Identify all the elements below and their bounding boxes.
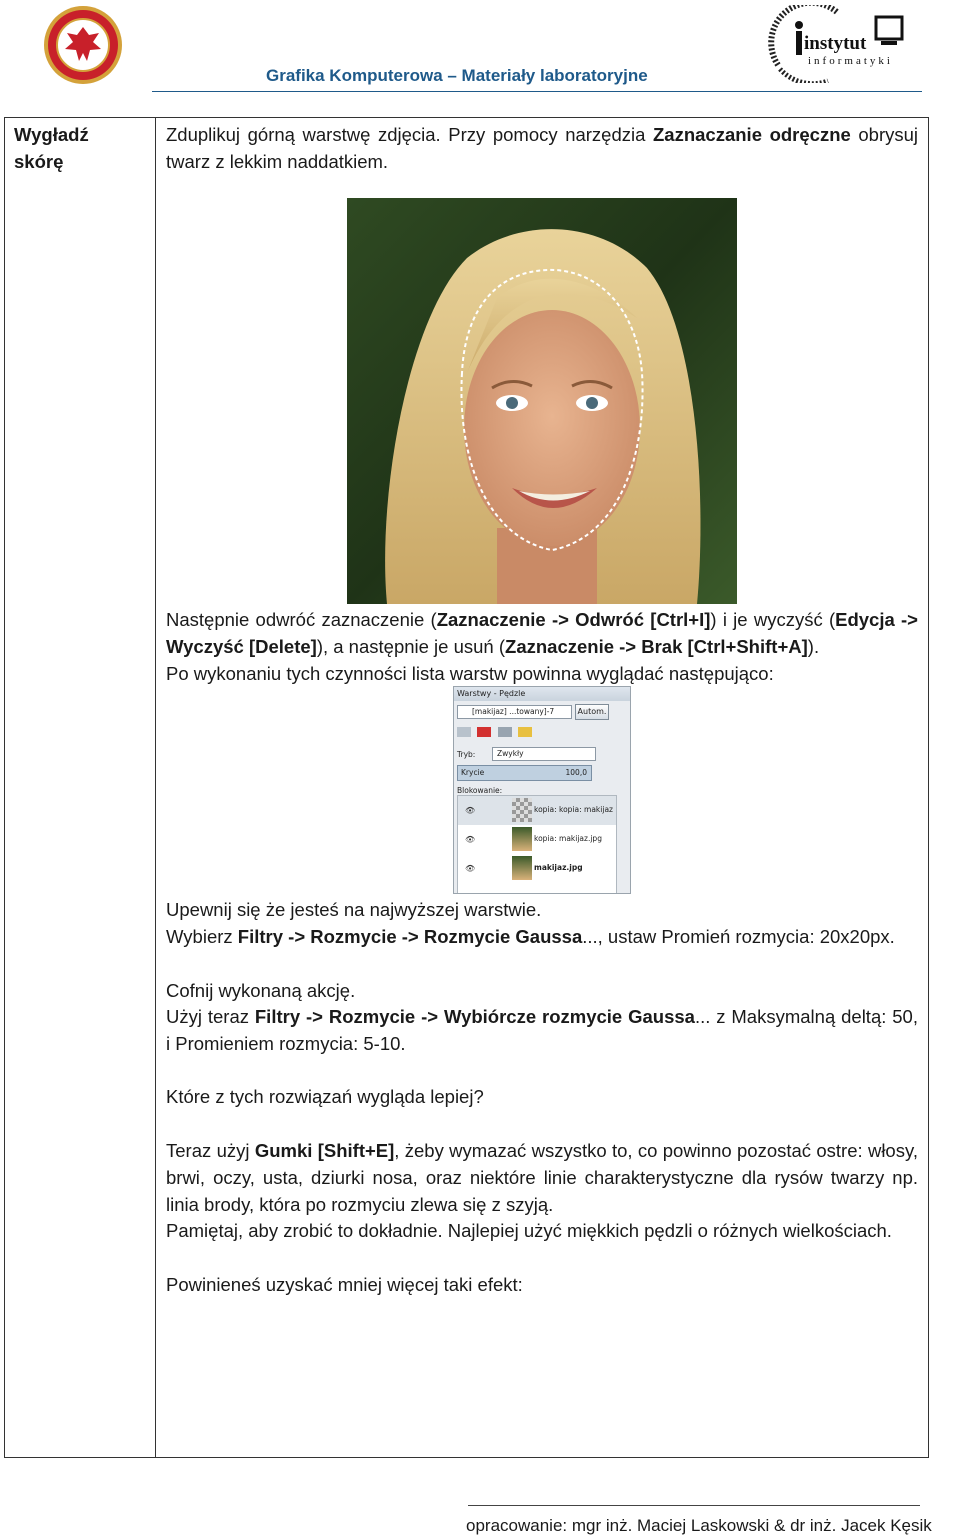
layer-name: kopia: kopia: makijaz (534, 805, 613, 814)
university-seal-logo-icon (43, 5, 123, 85)
auto-button[interactable]: Autom. (575, 704, 609, 720)
layer-thumbnail (512, 856, 532, 880)
mode-select[interactable]: Zwykły (492, 747, 596, 761)
p7-text-a: Użyj teraz (166, 1006, 255, 1027)
paragraph-layers-intro: Po wykonaniu tych czynności lista warstw powinna wyglądać następująco: (166, 663, 774, 684)
p1-text-c: obrysuj twarz z lekkim naddatkiem. (166, 124, 919, 172)
footer-rule (468, 1505, 920, 1506)
footer-authors: opracowanie: mgr inż. Maciej Laskowski & dr inż. Jacek Kęsik (466, 1516, 932, 1535)
p1-text-a: Zduplikuj górną warstwę zdjęcia. Przy pomocy narzędzia (166, 124, 653, 145)
institute-logo (768, 5, 908, 83)
p7-command: Filtry -> Rozmycie -> Wybiórcze rozmycie Gaussa (254, 1006, 695, 1027)
portrait-photo-with-selection (347, 198, 737, 604)
section-label-line1: Wygładź (14, 124, 89, 145)
layer-thumbnail (512, 798, 532, 822)
paragraph-undo: Cofnij wykonaną akcję. (166, 980, 356, 1001)
paragraph-precision-tip: Pamiętaj, aby zrobić to dokładnie. Najlepiej użyć miękkich pędzli o różnych wielkościach. (166, 1220, 892, 1241)
p5-text-c: ..., ustaw Promień rozmycia: 20x20px. (582, 926, 895, 947)
paragraph-question: Które z tych rozwiązań wygląda lepiej? (166, 1086, 484, 1107)
channels-tab-icon[interactable] (477, 727, 491, 737)
layer-name: kopia: makijaz.jpg (534, 834, 602, 843)
section-label-line2: skórę (14, 151, 64, 172)
p5-command: Filtry -> Rozmycie -> Rozmycie Gaussa (237, 926, 583, 947)
paragraph-selective-blur (166, 1003, 918, 1057)
eye-icon[interactable]: 👁 (465, 806, 476, 815)
image-select[interactable]: [makijaz] ...towany]-7 (457, 705, 572, 719)
layer-thumbnail (512, 827, 532, 851)
p9-text-a: Teraz użyj (166, 1140, 255, 1161)
header-rule (152, 91, 922, 92)
paragraph-expected-effect: Powinieneś uzyskać mniej więcej taki efekt: (166, 1274, 523, 1295)
paragraph-gaussian-blur (166, 923, 918, 950)
paragraph-top-layer: Upewnij się że jesteś na najwyższej warstwie. (166, 899, 542, 920)
p2-command-none: Zaznaczenie -> Brak [Ctrl+Shift+A] (505, 636, 808, 657)
p9-command: Gumki [Shift+E] (254, 1140, 395, 1161)
mode-label: Tryb: (457, 750, 476, 759)
opacity-value: 100,0 (565, 768, 587, 777)
portrait-photo-icon (347, 198, 737, 604)
p5-text-a: Wybierz (166, 926, 238, 947)
p2-text-g: ). (807, 636, 820, 657)
institute-logo-word-instytut: instytut (804, 33, 867, 54)
p9-text-c: , żeby wymazać wszystko to, co powinno pozostać ostre: włosy, brwi, oczy, usta, dziurki nosa, oraz niektóre linie charakterystyczne dla rysów twarzy np. linia brody, która po rozmyciu zlewa się z szyją. (166, 1140, 918, 1215)
eye-icon[interactable]: 👁 (465, 835, 476, 844)
paths-tab-icon[interactable] (498, 727, 512, 737)
p2-text-e: ), a następnie je usuń ( (316, 636, 506, 657)
section-label (14, 121, 89, 175)
document-header-title: Grafika Komputerowa – Materiały laboratoryjne (266, 66, 648, 85)
opacity-label: Krycie (461, 768, 485, 777)
p2-text-a: Następnie odwróć zaznaczenie ( (166, 609, 437, 630)
layer-row[interactable] (458, 825, 616, 854)
institute-logo-word-informatyki: informatyki (808, 55, 893, 67)
p2-command-invert: Zaznaczenie -> Odwróć [Ctrl+I] (436, 609, 711, 630)
eye-icon[interactable]: 👁 (465, 864, 476, 873)
layer-name: makijaz.jpg (534, 863, 583, 872)
layers-panel-title: Warstwy - Pędzle (454, 687, 630, 701)
gimp-layers-panel (453, 686, 631, 894)
table-column-divider (155, 117, 156, 1458)
layer-row[interactable] (458, 796, 616, 825)
p1-tool-name: Zaznaczanie odręczne (653, 124, 851, 145)
undo-tab-icon[interactable] (518, 727, 532, 737)
layers-tab-icon[interactable] (457, 727, 471, 737)
paragraph-duplicate-layer (166, 121, 918, 175)
university-logo (43, 5, 123, 85)
p7-text-c: ... z Maksymalną deltą: 50, i Promieniem rozmycia: 5-10. (166, 1006, 918, 1054)
layers-list (457, 795, 617, 894)
p2-command-clear: Edycja -> Wyczyść [Delete] (166, 609, 918, 657)
paragraph-invert-selection (166, 606, 918, 660)
layer-row[interactable] (458, 854, 616, 883)
layers-tab-icons (457, 727, 537, 741)
lock-label: Blokowanie: (457, 786, 503, 795)
p2-text-c: ) i je wyczyść ( (710, 609, 836, 630)
opacity-slider[interactable] (457, 765, 592, 781)
paragraph-eraser (166, 1137, 918, 1218)
